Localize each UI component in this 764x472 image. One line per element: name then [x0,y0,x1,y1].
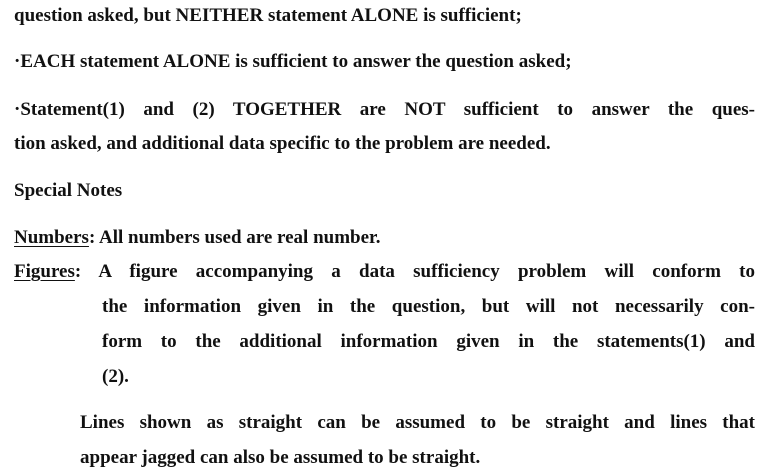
note-figures-line1 [14,260,755,284]
note-numbers-text: : All numbers used are real number. [88,227,381,248]
note-figures-label: Figures [14,261,75,282]
note-figures-line2: the information given in the question, but will not necessarily con- [102,296,755,317]
note-numbers [14,226,380,250]
paragraph-neither-alone: question asked, but NEITHER statement ALONE is sufficient; [14,5,522,26]
note-figures-text-line1: : A figure accompanying a data sufficiency problem will conform to [74,261,755,282]
note-lines-line1: Lines shown as straight can be assumed to be straight and lines that [80,412,755,433]
paragraph-together-not-sufficient-line1: ·Statement(1) and (2) TOGETHER are NOT sufficient to answer the ques- [14,99,755,120]
section-heading-special-notes: Special Notes [14,180,123,201]
paragraph-each-alone: ·EACH statement ALONE is sufficient to answer the question asked; [14,51,572,72]
paragraph-together-not-sufficient-line2: tion asked, and additional data specific to the problem are needed. [14,133,551,154]
note-lines-line2: appear jagged can also be assumed to be straight. [80,447,481,468]
note-figures-line4: (2). [102,366,129,387]
note-figures-line3: form to the additional information given in the statements(1) and [102,331,755,352]
note-numbers-label: Numbers [14,227,89,248]
